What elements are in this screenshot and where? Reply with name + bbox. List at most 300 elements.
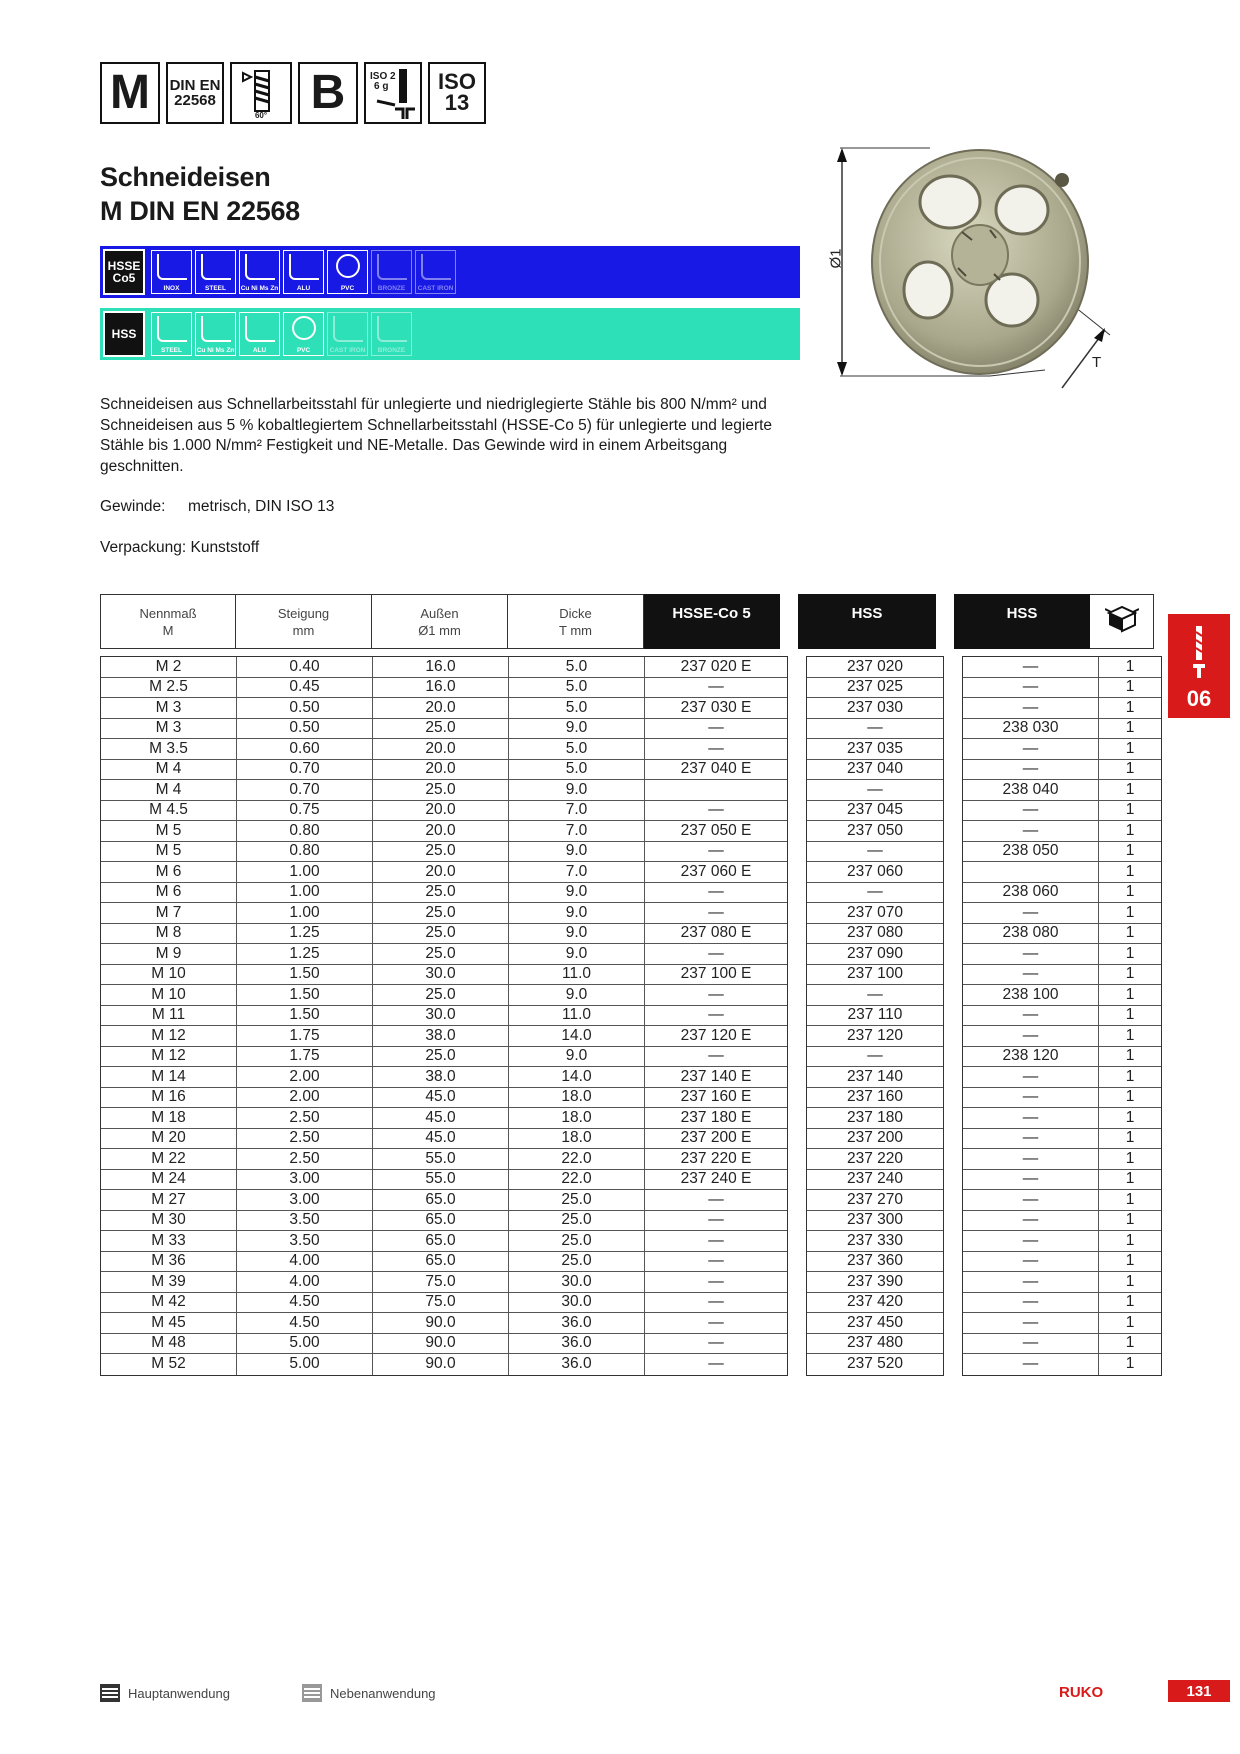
- cell-hsse-co5: —: [708, 903, 724, 921]
- cell-aussen: 45.0: [373, 1108, 509, 1128]
- cell-aussen: 16.0: [373, 657, 509, 677]
- material-label: CAST IRON: [329, 347, 366, 354]
- cell-hsse-co5: 237 220 E: [680, 1149, 752, 1167]
- cell-hsse-co5: 237 240 E: [680, 1170, 752, 1188]
- cell-hss-alt: —: [963, 965, 1099, 985]
- table-row: [807, 739, 943, 760]
- hss-material-bar: [100, 308, 800, 360]
- cell-hsse-co5: —: [708, 1334, 724, 1352]
- table-row: [963, 842, 1161, 863]
- cell-hsse-co5: —: [708, 944, 724, 962]
- material-icon: [201, 316, 231, 342]
- cell-pack-qty: 1: [1125, 842, 1135, 860]
- b-letter: B: [310, 66, 346, 119]
- cell-dicke: 5.0: [509, 760, 645, 780]
- table-row: [963, 1334, 1161, 1355]
- cell-hss: 237 120: [846, 1026, 904, 1044]
- cell-hss-alt: —: [963, 1026, 1099, 1046]
- cell-pack-qty: 1: [1125, 1149, 1135, 1167]
- table-row: [963, 760, 1161, 781]
- cell-nennmass: M 3.5: [101, 739, 237, 759]
- hsse-chip: [371, 250, 412, 294]
- cell-hss-alt: 238 030: [963, 719, 1099, 739]
- cell-pack-qty: 1: [1125, 760, 1135, 778]
- cell-hss: 237 180: [846, 1108, 904, 1126]
- table-row: [963, 780, 1161, 801]
- drill-icon: [1189, 624, 1209, 680]
- table-row: [963, 1067, 1161, 1088]
- cell-hss-alt: —: [963, 1006, 1099, 1026]
- hsse-chip: [283, 250, 324, 294]
- table-row: [963, 1293, 1161, 1314]
- cell-hsse-co5: 237 060 E: [680, 862, 752, 880]
- hss-chip: [371, 312, 412, 356]
- table-row: [101, 1231, 787, 1252]
- cell-hsse-co5: 237 100 E: [680, 965, 752, 983]
- header-nennmass-line2: M: [162, 622, 174, 638]
- cell-pack-qty: 1: [1125, 903, 1135, 921]
- table-row: [101, 965, 787, 986]
- cell-nennmass: M 5: [101, 842, 237, 862]
- cell-nennmass: M 12: [101, 1047, 237, 1067]
- header-hss-2: HSS: [954, 594, 1090, 649]
- cell-aussen: 25.0: [373, 719, 509, 739]
- cell-dicke: 9.0: [509, 924, 645, 944]
- header-dicke-line1: Dicke: [559, 605, 592, 621]
- cell-hss-alt: —: [963, 1293, 1099, 1313]
- cell-hss: 237 450: [846, 1313, 904, 1331]
- table-row: [101, 1108, 787, 1129]
- table-row: [101, 924, 787, 945]
- table-row: [101, 698, 787, 719]
- cell-steigung: 1.25: [237, 924, 373, 944]
- thread-angle-icon: [230, 62, 292, 124]
- thread-profile-icon: [241, 69, 281, 117]
- material-icon: [421, 254, 451, 280]
- metric-thread-icon: [100, 62, 160, 124]
- cell-hsse-co5: 237 200 E: [680, 1129, 752, 1147]
- cell-dicke: 9.0: [509, 985, 645, 1005]
- cell-hss: —: [867, 985, 883, 1003]
- table-row: [963, 1047, 1161, 1068]
- table-row: [807, 760, 943, 781]
- cell-steigung: 1.00: [237, 903, 373, 923]
- cell-pack-qty: 1: [1125, 1272, 1135, 1290]
- cell-nennmass: M 11: [101, 1006, 237, 1026]
- cell-dicke: 36.0: [509, 1354, 645, 1375]
- table-row: [963, 739, 1161, 760]
- cell-dicke: 11.0: [509, 1006, 645, 1026]
- secondary-use-label: Nebenanwendung: [330, 1685, 436, 1701]
- hss-chip: [327, 312, 368, 356]
- cell-hss: 237 060: [846, 862, 904, 880]
- cell-steigung: 3.50: [237, 1231, 373, 1251]
- cell-pack-qty: 1: [1125, 944, 1135, 962]
- material-icon: [336, 254, 360, 278]
- cell-steigung: 1.50: [237, 965, 373, 985]
- cell-pack-qty: 1: [1125, 862, 1135, 880]
- box-icon: [1105, 603, 1139, 633]
- table-row: [963, 924, 1161, 945]
- cell-hsse-co5: —: [708, 1252, 724, 1270]
- material-icon: [245, 254, 275, 280]
- table-row: [101, 1006, 787, 1027]
- cell-nennmass: M 27: [101, 1190, 237, 1210]
- cell-pack-qty: 1: [1125, 1047, 1135, 1065]
- material-label: ALU: [296, 285, 311, 292]
- cell-aussen: 45.0: [373, 1129, 509, 1149]
- table-row: [101, 657, 787, 678]
- cell-pack-qty: 1: [1125, 1067, 1135, 1085]
- cell-hss-alt: —: [963, 1129, 1099, 1149]
- material-icon: [377, 316, 407, 342]
- cell-nennmass: M 10: [101, 965, 237, 985]
- table-row: [963, 1272, 1161, 1293]
- cell-pack-qty: 1: [1125, 1211, 1135, 1229]
- hss-chip: [151, 312, 192, 356]
- table-row: [807, 862, 943, 883]
- cell-hsse-co5: —: [708, 1231, 724, 1249]
- header-nennmass: [100, 594, 236, 649]
- table-row: [963, 657, 1161, 678]
- cell-aussen: 25.0: [373, 903, 509, 923]
- table-row: [963, 862, 1161, 883]
- cell-hsse-co5: —: [708, 1047, 724, 1065]
- hsse-chip: [239, 250, 280, 294]
- cell-hss-alt: 238 080: [963, 924, 1099, 944]
- cell-pack-qty: 1: [1125, 1006, 1135, 1024]
- cell-nennmass: M 6: [101, 883, 237, 903]
- cell-hss-alt: —: [963, 903, 1099, 923]
- table-row: [963, 719, 1161, 740]
- cell-aussen: 20.0: [373, 698, 509, 718]
- cell-nennmass: M 48: [101, 1334, 237, 1354]
- cell-hsse-co5: —: [708, 883, 724, 901]
- table-row: [807, 924, 943, 945]
- table-row: [807, 1231, 943, 1252]
- cell-pack-qty: 1: [1125, 678, 1135, 696]
- cell-pack-qty: 1: [1125, 801, 1135, 819]
- hsse-label-line2: Co5: [112, 271, 136, 285]
- cell-dicke: 25.0: [509, 1252, 645, 1272]
- cell-hss: —: [867, 842, 883, 860]
- cell-nennmass: M 2: [101, 657, 237, 677]
- page-title: [100, 160, 300, 228]
- cell-nennmass: M 14: [101, 1067, 237, 1087]
- cell-hss: 237 070: [846, 903, 904, 921]
- cell-steigung: 1.75: [237, 1047, 373, 1067]
- cell-hsse-co5: 237 050 E: [680, 821, 752, 839]
- header-steigung: [236, 594, 372, 649]
- cell-pack-qty: 1: [1125, 985, 1135, 1003]
- header-hsse: HSSE-Co 5: [644, 594, 780, 649]
- cell-pack-qty: 1: [1125, 698, 1135, 716]
- cell-pack-qty: 1: [1125, 965, 1135, 983]
- table-row: [101, 739, 787, 760]
- cell-steigung: 0.45: [237, 678, 373, 698]
- cell-aussen: 20.0: [373, 801, 509, 821]
- thickness-label: T: [1092, 354, 1102, 371]
- table-row: [963, 1088, 1161, 1109]
- table-row: [101, 678, 787, 699]
- header-aussen: [372, 594, 508, 649]
- hsse-chip: [151, 250, 192, 294]
- cell-pack-qty: 1: [1125, 1355, 1135, 1373]
- dimension-and-hsse-columns: [100, 656, 788, 1376]
- cell-steigung: 0.50: [237, 698, 373, 718]
- cell-aussen: 30.0: [373, 1006, 509, 1026]
- cell-steigung: 4.00: [237, 1272, 373, 1292]
- material-label: STEEL: [161, 347, 182, 354]
- table-row: [101, 985, 787, 1006]
- header-nennmass-line1: Nennmaß: [139, 605, 197, 621]
- cell-nennmass: M 45: [101, 1313, 237, 1333]
- cell-aussen: 25.0: [373, 842, 509, 862]
- angle-label: 60°: [254, 111, 268, 120]
- cell-pack-qty: 1: [1125, 780, 1135, 798]
- material-label: BRONZE: [377, 285, 406, 292]
- cell-dicke: 9.0: [509, 944, 645, 964]
- cell-hss: 237 100: [846, 965, 904, 983]
- cell-pack-qty: 1: [1125, 1313, 1135, 1331]
- table-row: [101, 1313, 787, 1334]
- cell-nennmass: M 4.5: [101, 801, 237, 821]
- cell-steigung: 2.50: [237, 1129, 373, 1149]
- cell-nennmass: M 24: [101, 1170, 237, 1190]
- hsse-material-bar: [100, 246, 800, 298]
- cell-hss: 237 035: [846, 739, 904, 757]
- table-row: [807, 698, 943, 719]
- cell-pack-qty: 1: [1125, 739, 1135, 757]
- material-icon: [377, 254, 407, 280]
- cell-hss-alt: 238 040: [963, 780, 1099, 800]
- diameter-label: Ø1: [827, 248, 845, 269]
- cell-aussen: 25.0: [373, 883, 509, 903]
- table-row: [101, 1170, 787, 1191]
- cell-nennmass: M 4: [101, 760, 237, 780]
- cell-hss: 237 050: [846, 821, 904, 839]
- iso-line2: 13: [444, 90, 470, 115]
- cell-hsse-co5: —: [708, 1293, 724, 1311]
- table-row: [101, 1334, 787, 1355]
- din-line1: DIN EN: [169, 77, 221, 94]
- cell-aussen: 25.0: [373, 780, 509, 800]
- table-row: [807, 1047, 943, 1068]
- table-row: [807, 1190, 943, 1211]
- cell-steigung: 0.80: [237, 842, 373, 862]
- cell-hss-alt: —: [963, 1231, 1099, 1251]
- table-row: [101, 883, 787, 904]
- cell-hss-alt: —: [963, 678, 1099, 698]
- cell-nennmass: M 42: [101, 1293, 237, 1313]
- cell-nennmass: M 7: [101, 903, 237, 923]
- table-row: [963, 1313, 1161, 1334]
- cell-dicke: 9.0: [509, 780, 645, 800]
- cell-hsse-co5: —: [708, 842, 724, 860]
- cell-pack-qty: 1: [1125, 719, 1135, 737]
- cell-hss: 237 160: [846, 1088, 904, 1106]
- table-row: [101, 821, 787, 842]
- cell-dicke: 9.0: [509, 883, 645, 903]
- cell-steigung: 1.25: [237, 944, 373, 964]
- die-illustration: [827, 140, 1120, 390]
- cell-steigung: 0.70: [237, 780, 373, 800]
- hss-2-and-pack-columns: [962, 656, 1162, 1376]
- cell-nennmass: M 12: [101, 1026, 237, 1046]
- cell-dicke: 18.0: [509, 1088, 645, 1108]
- cell-nennmass: M 6: [101, 862, 237, 882]
- legend-main-use: [100, 1684, 230, 1702]
- cell-aussen: 38.0: [373, 1067, 509, 1087]
- cell-hss-alt: —: [963, 1190, 1099, 1210]
- cell-pack-qty: 1: [1125, 1231, 1135, 1249]
- table-row: [807, 1088, 943, 1109]
- cell-hss: 237 300: [846, 1211, 904, 1229]
- cell-aussen: 16.0: [373, 678, 509, 698]
- cell-pack-qty: 1: [1125, 1088, 1135, 1106]
- page-number: 131: [1168, 1680, 1230, 1702]
- table-row: [963, 698, 1161, 719]
- cell-steigung: 2.00: [237, 1067, 373, 1087]
- material-label: Cu Ni Ms Zn: [196, 347, 235, 354]
- cell-steigung: 1.00: [237, 862, 373, 882]
- cell-steigung: 0.40: [237, 657, 373, 677]
- legend-secondary-use: [302, 1684, 436, 1702]
- tol-line2: 6 g: [374, 81, 389, 92]
- packaging-spec: Verpackung: Kunststoff: [100, 539, 260, 556]
- table-row: [963, 801, 1161, 822]
- header-pack: [1090, 594, 1154, 649]
- cell-steigung: 4.50: [237, 1293, 373, 1313]
- cell-hss-alt: —: [963, 739, 1099, 759]
- cell-hss-alt: 238 060: [963, 883, 1099, 903]
- cell-hsse-co5: —: [708, 1355, 724, 1373]
- table-row: [807, 1211, 943, 1232]
- cell-steigung: 3.50: [237, 1211, 373, 1231]
- cell-hsse-co5: —: [708, 985, 724, 1003]
- cell-hss: 237 200: [846, 1129, 904, 1147]
- cell-hsse-co5: —: [708, 1313, 724, 1331]
- cell-hsse-co5: 237 120 E: [680, 1026, 752, 1044]
- table-row: [101, 719, 787, 740]
- cell-steigung: 2.00: [237, 1088, 373, 1108]
- cell-aussen: 90.0: [373, 1313, 509, 1333]
- table-row: [101, 1047, 787, 1068]
- cell-steigung: 4.50: [237, 1313, 373, 1333]
- header-dicke-line2: T mm: [559, 622, 592, 638]
- table-row: [807, 719, 943, 740]
- hss-label: HSS: [103, 311, 145, 357]
- cell-steigung: 0.50: [237, 719, 373, 739]
- cell-aussen: 65.0: [373, 1231, 509, 1251]
- cell-pack-qty: 1: [1125, 924, 1135, 942]
- cell-aussen: 90.0: [373, 1354, 509, 1375]
- cell-aussen: 20.0: [373, 739, 509, 759]
- table-row: [807, 1067, 943, 1088]
- table-row: [101, 1354, 787, 1375]
- table-row: [807, 1334, 943, 1355]
- cell-steigung: 0.75: [237, 801, 373, 821]
- cell-hsse-co5: —: [708, 678, 724, 696]
- tolerance-icon: [364, 62, 422, 124]
- cell-steigung: 5.00: [237, 1334, 373, 1354]
- hss-chip: [195, 312, 236, 356]
- hsse-chip: [327, 250, 368, 294]
- cell-steigung: 3.00: [237, 1190, 373, 1210]
- cell-dicke: 5.0: [509, 739, 645, 759]
- hsse-chip: [195, 250, 236, 294]
- cell-hss-alt: —: [963, 760, 1099, 780]
- cell-hss-alt: —: [963, 1088, 1099, 1108]
- cell-hsse-co5: 237 140 E: [680, 1067, 752, 1085]
- title-line1: Schneideisen: [100, 162, 271, 192]
- table-row: [963, 903, 1161, 924]
- hss-chip: [239, 312, 280, 356]
- din-line2: 22568: [174, 92, 216, 109]
- table-row: [807, 883, 943, 904]
- cell-hsse-co5: —: [708, 1272, 724, 1290]
- table-row: [101, 1190, 787, 1211]
- table-row: [807, 1129, 943, 1150]
- din-standard-icon: [166, 62, 224, 124]
- cell-steigung: 1.00: [237, 883, 373, 903]
- cell-hss-alt: —: [963, 1354, 1099, 1375]
- thread-letter: M: [110, 66, 150, 119]
- secondary-use-icon: [302, 1684, 322, 1702]
- cell-dicke: 25.0: [509, 1211, 645, 1231]
- material-label: BRONZE: [377, 347, 406, 354]
- cell-hss-alt: —: [963, 698, 1099, 718]
- table-row: [807, 965, 943, 986]
- material-label: ALU: [252, 347, 267, 354]
- cell-pack-qty: 1: [1125, 821, 1135, 839]
- table-row: [807, 780, 943, 801]
- hsse-chip: [415, 250, 456, 294]
- table-row: [963, 1354, 1161, 1375]
- cell-pack-qty: 1: [1125, 1190, 1135, 1208]
- thread-key: Gewinde:: [100, 498, 166, 515]
- header-aussen-line1: Außen: [420, 605, 459, 621]
- cell-nennmass: M 10: [101, 985, 237, 1005]
- cell-aussen: 25.0: [373, 924, 509, 944]
- hss-material-chips: [151, 312, 412, 356]
- cell-hss-alt: —: [963, 821, 1099, 841]
- cell-hss: 237 090: [846, 944, 904, 962]
- cell-hsse-co5: —: [708, 801, 724, 819]
- cell-aussen: 90.0: [373, 1334, 509, 1354]
- cell-steigung: 3.00: [237, 1170, 373, 1190]
- cell-dicke: 7.0: [509, 801, 645, 821]
- cell-hsse-co5: —: [708, 1006, 724, 1024]
- material-icon: [201, 254, 231, 280]
- material-label: PVC: [296, 347, 311, 354]
- table-row: [963, 1170, 1161, 1191]
- header-steigung-line1: Steigung: [277, 605, 330, 621]
- cell-nennmass: M 9: [101, 944, 237, 964]
- cell-dicke: 18.0: [509, 1108, 645, 1128]
- table-row: [807, 1354, 943, 1375]
- table-row: [963, 1211, 1161, 1232]
- cell-hss: —: [867, 1047, 883, 1065]
- table-row: [963, 1252, 1161, 1273]
- cell-nennmass: M 52: [101, 1354, 237, 1375]
- cell-hss-alt: —: [963, 1272, 1099, 1292]
- table-row: [963, 1108, 1161, 1129]
- cell-hss: 237 110: [847, 1006, 903, 1024]
- table-row: [101, 1272, 787, 1293]
- table-row: [101, 1293, 787, 1314]
- cell-nennmass: M 30: [101, 1211, 237, 1231]
